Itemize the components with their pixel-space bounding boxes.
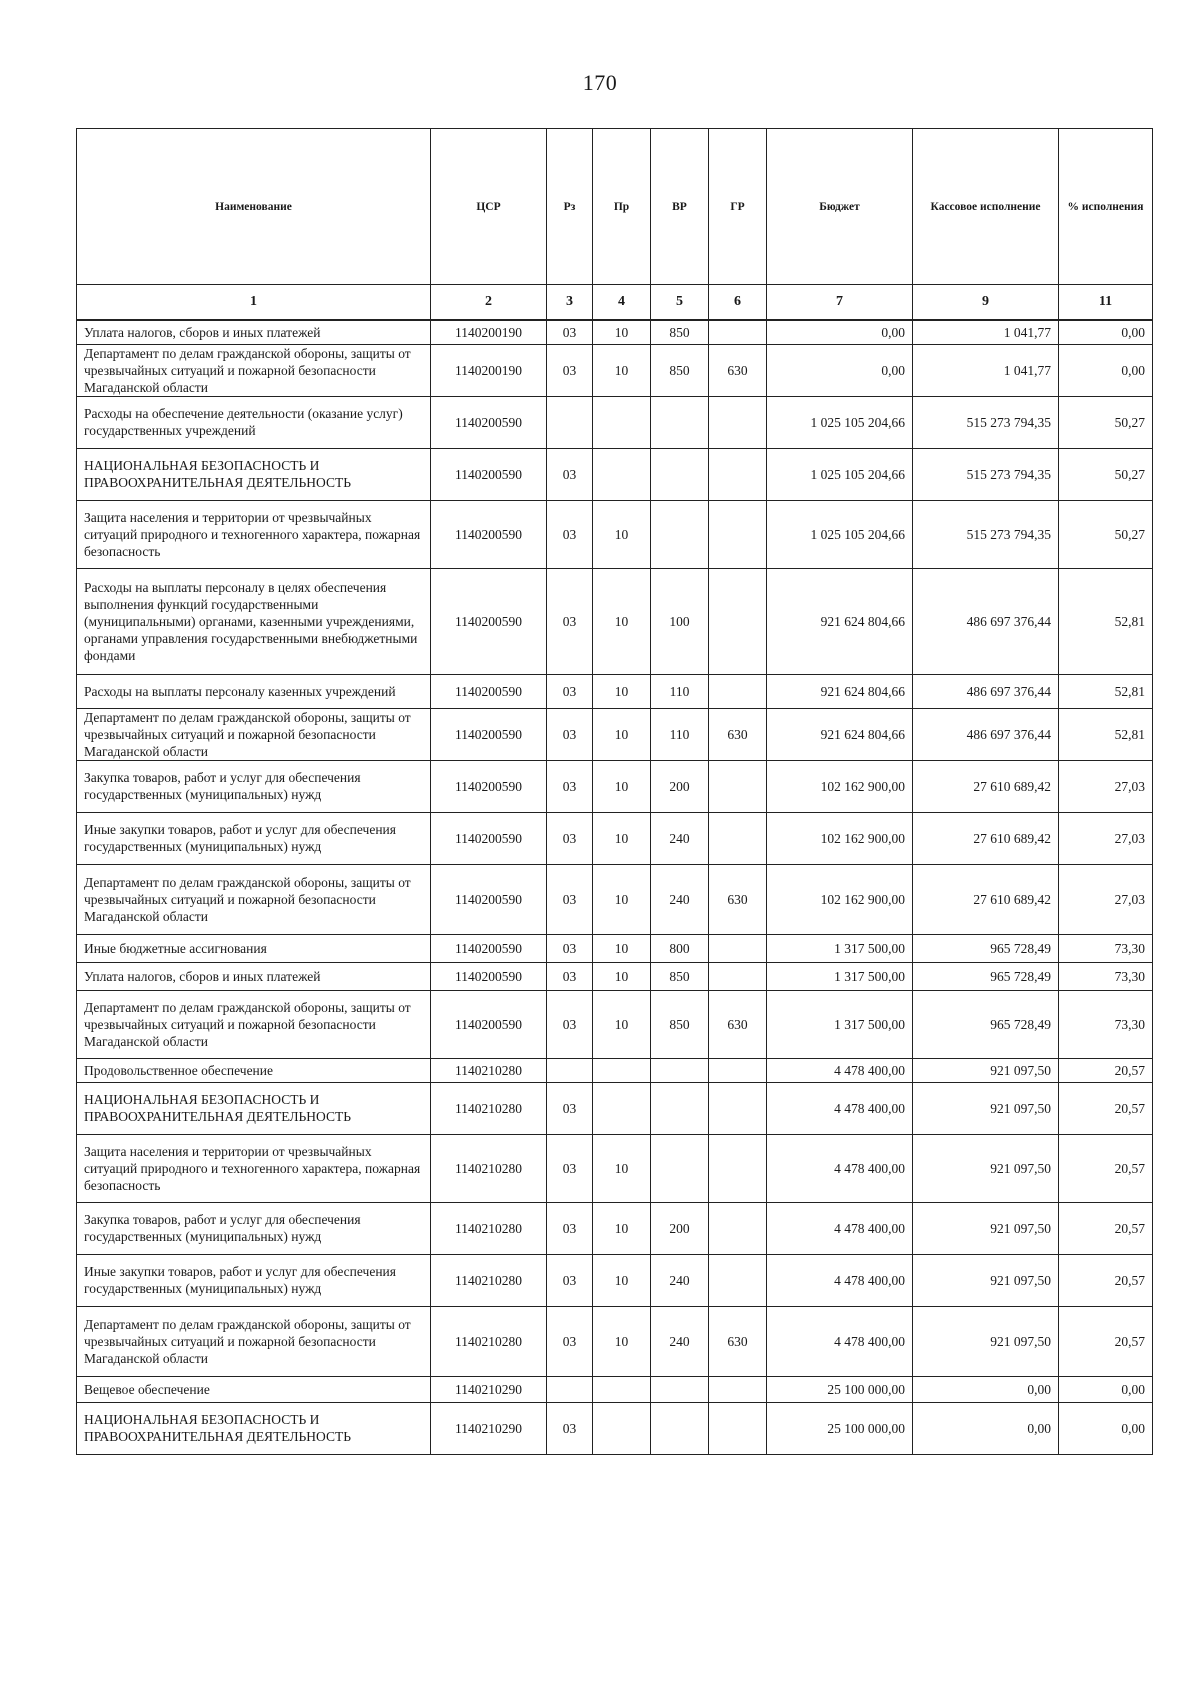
cell-rz: 03 — [547, 864, 593, 934]
cell-budget: 4 478 400,00 — [767, 1202, 913, 1254]
cell-vr — [651, 1134, 709, 1202]
cell-cash-execution: 921 097,50 — [913, 1082, 1059, 1134]
cell-name: Защита населения и территории от чрезвычайных ситуаций природного и техногенного характера, пожарная безопасность — [77, 1134, 431, 1202]
cell-csr: 1140200590 — [431, 396, 547, 448]
cell-rz: 03 — [547, 344, 593, 396]
column-number: 1 — [77, 285, 431, 321]
cell-name: Уплата налогов, сборов и иных платежей — [77, 320, 431, 344]
header-csr: ЦСР — [431, 129, 547, 285]
cell-vr: 240 — [651, 864, 709, 934]
cell-gr — [709, 1058, 767, 1082]
cell-name: Закупка товаров, работ и услуг для обеспечения государственных (муниципальных) нужд — [77, 760, 431, 812]
cell-cash-execution: 965 728,49 — [913, 962, 1059, 990]
cell-budget: 1 317 500,00 — [767, 962, 913, 990]
cell-rz: 03 — [547, 568, 593, 674]
column-number: 11 — [1059, 285, 1153, 321]
table-row — [77, 934, 1153, 962]
cell-vr: 200 — [651, 1202, 709, 1254]
cell-name: Иные закупки товаров, работ и услуг для обеспечения государственных (муниципальных) нужд — [77, 812, 431, 864]
cell-vr: 240 — [651, 1306, 709, 1376]
cell-budget: 0,00 — [767, 320, 913, 344]
cell-vr — [651, 1376, 709, 1402]
cell-vr — [651, 396, 709, 448]
cell-name: Закупка товаров, работ и услуг для обеспечения государственных (муниципальных) нужд — [77, 1202, 431, 1254]
cell-budget: 921 624 804,66 — [767, 674, 913, 708]
cell-pr: 10 — [593, 1134, 651, 1202]
cell-gr — [709, 760, 767, 812]
table-row — [77, 1254, 1153, 1306]
cell-rz: 03 — [547, 1082, 593, 1134]
table-row — [77, 320, 1153, 344]
cell-percent: 52,81 — [1059, 708, 1153, 760]
cell-vr — [651, 1058, 709, 1082]
cell-csr: 1140200190 — [431, 320, 547, 344]
cell-csr: 1140210290 — [431, 1402, 547, 1454]
cell-percent: 73,30 — [1059, 934, 1153, 962]
cell-budget: 921 624 804,66 — [767, 708, 913, 760]
cell-rz: 03 — [547, 990, 593, 1058]
cell-rz: 03 — [547, 962, 593, 990]
cell-gr — [709, 320, 767, 344]
cell-vr: 100 — [651, 568, 709, 674]
cell-vr: 850 — [651, 344, 709, 396]
cell-budget: 921 624 804,66 — [767, 568, 913, 674]
cell-csr: 1140200590 — [431, 760, 547, 812]
cell-pr — [593, 448, 651, 500]
cell-percent: 50,27 — [1059, 448, 1153, 500]
cell-gr: 630 — [709, 990, 767, 1058]
cell-gr — [709, 1134, 767, 1202]
cell-pr — [593, 1058, 651, 1082]
cell-cash-execution: 921 097,50 — [913, 1134, 1059, 1202]
cell-percent: 20,57 — [1059, 1254, 1153, 1306]
cell-name: Департамент по делам гражданской обороны, защиты от чрезвычайных ситуаций и пожарной безопасности Магаданской области — [77, 708, 431, 760]
cell-budget: 25 100 000,00 — [767, 1376, 913, 1402]
column-number: 4 — [593, 285, 651, 321]
cell-percent: 27,03 — [1059, 760, 1153, 812]
cell-cash-execution: 486 697 376,44 — [913, 674, 1059, 708]
table-row — [77, 708, 1153, 760]
cell-csr: 1140210280 — [431, 1202, 547, 1254]
cell-gr: 630 — [709, 344, 767, 396]
cell-percent: 0,00 — [1059, 1402, 1153, 1454]
table-row — [77, 674, 1153, 708]
cell-budget: 0,00 — [767, 344, 913, 396]
cell-csr: 1140210280 — [431, 1254, 547, 1306]
cell-budget: 102 162 900,00 — [767, 864, 913, 934]
cell-rz: 03 — [547, 448, 593, 500]
cell-name: НАЦИОНАЛЬНАЯ БЕЗОПАСНОСТЬ И ПРАВООХРАНИТЕЛЬНАЯ ДЕЯТЕЛЬНОСТЬ — [77, 1082, 431, 1134]
cell-vr: 850 — [651, 320, 709, 344]
table-row — [77, 1402, 1153, 1454]
cell-budget: 102 162 900,00 — [767, 812, 913, 864]
cell-gr — [709, 568, 767, 674]
cell-rz: 03 — [547, 674, 593, 708]
header-percent-execution: % исполнения — [1059, 129, 1153, 285]
cell-gr — [709, 1202, 767, 1254]
table-row — [77, 1202, 1153, 1254]
cell-percent: 52,81 — [1059, 674, 1153, 708]
cell-rz: 03 — [547, 934, 593, 962]
cell-pr: 10 — [593, 962, 651, 990]
table-row — [77, 1082, 1153, 1134]
header-cash-execution: Кассовое исполнение — [913, 129, 1059, 285]
cell-rz: 03 — [547, 760, 593, 812]
cell-budget: 1 317 500,00 — [767, 934, 913, 962]
cell-pr — [593, 1376, 651, 1402]
table-row — [77, 448, 1153, 500]
cell-csr: 1140200590 — [431, 500, 547, 568]
cell-rz: 03 — [547, 812, 593, 864]
cell-pr: 10 — [593, 934, 651, 962]
cell-name: Иные бюджетные ассигнования — [77, 934, 431, 962]
table-row — [77, 812, 1153, 864]
cell-percent: 20,57 — [1059, 1306, 1153, 1376]
cell-gr — [709, 934, 767, 962]
cell-name: Расходы на выплаты персоналу казенных учреждений — [77, 674, 431, 708]
cell-cash-execution: 965 728,49 — [913, 990, 1059, 1058]
cell-name: Защита населения и территории от чрезвычайных ситуаций природного и техногенного характера, пожарная безопасность — [77, 500, 431, 568]
cell-budget: 1 025 105 204,66 — [767, 500, 913, 568]
cell-pr — [593, 1402, 651, 1454]
cell-pr: 10 — [593, 674, 651, 708]
cell-csr: 1140210280 — [431, 1082, 547, 1134]
cell-pr: 10 — [593, 990, 651, 1058]
cell-csr: 1140210290 — [431, 1376, 547, 1402]
cell-cash-execution: 0,00 — [913, 1402, 1059, 1454]
cell-cash-execution: 515 273 794,35 — [913, 500, 1059, 568]
cell-percent: 50,27 — [1059, 500, 1153, 568]
cell-percent: 0,00 — [1059, 320, 1153, 344]
table-row — [77, 1134, 1153, 1202]
cell-vr: 240 — [651, 812, 709, 864]
cell-name: Уплата налогов, сборов и иных платежей — [77, 962, 431, 990]
cell-budget: 4 478 400,00 — [767, 1306, 913, 1376]
cell-cash-execution: 515 273 794,35 — [913, 396, 1059, 448]
cell-gr — [709, 674, 767, 708]
cell-pr — [593, 1082, 651, 1134]
header-budget: Бюджет — [767, 129, 913, 285]
cell-percent: 0,00 — [1059, 1376, 1153, 1402]
cell-csr: 1140200190 — [431, 344, 547, 396]
cell-cash-execution: 27 610 689,42 — [913, 864, 1059, 934]
header-row — [77, 129, 1153, 285]
cell-cash-execution: 27 610 689,42 — [913, 760, 1059, 812]
cell-name: Расходы на выплаты персоналу в целях обеспечения выполнения функций государственными (муниципальными) органами, казенными учреждениями, органами управления государственными внебюджетными фондами — [77, 568, 431, 674]
cell-rz: 03 — [547, 500, 593, 568]
cell-percent: 73,30 — [1059, 990, 1153, 1058]
cell-csr: 1140200590 — [431, 708, 547, 760]
cell-name: Департамент по делам гражданской обороны, защиты от чрезвычайных ситуаций и пожарной безопасности Магаданской области — [77, 990, 431, 1058]
table-row — [77, 344, 1153, 396]
cell-csr: 1140200590 — [431, 568, 547, 674]
header-name: Наименование — [77, 129, 431, 285]
cell-rz — [547, 396, 593, 448]
cell-rz — [547, 1058, 593, 1082]
cell-pr: 10 — [593, 568, 651, 674]
cell-percent: 20,57 — [1059, 1134, 1153, 1202]
cell-csr: 1140200590 — [431, 864, 547, 934]
cell-pr: 10 — [593, 500, 651, 568]
cell-pr: 10 — [593, 1306, 651, 1376]
cell-vr: 240 — [651, 1254, 709, 1306]
cell-percent: 27,03 — [1059, 812, 1153, 864]
cell-gr: 630 — [709, 1306, 767, 1376]
cell-budget: 4 478 400,00 — [767, 1082, 913, 1134]
cell-percent: 0,00 — [1059, 344, 1153, 396]
cell-cash-execution: 486 697 376,44 — [913, 568, 1059, 674]
cell-name: НАЦИОНАЛЬНАЯ БЕЗОПАСНОСТЬ И ПРАВООХРАНИТЕЛЬНАЯ ДЕЯТЕЛЬНОСТЬ — [77, 1402, 431, 1454]
cell-csr: 1140210280 — [431, 1058, 547, 1082]
cell-budget: 102 162 900,00 — [767, 760, 913, 812]
cell-percent: 73,30 — [1059, 962, 1153, 990]
cell-pr: 10 — [593, 864, 651, 934]
cell-rz: 03 — [547, 708, 593, 760]
cell-vr: 850 — [651, 962, 709, 990]
cell-rz: 03 — [547, 320, 593, 344]
cell-budget: 1 025 105 204,66 — [767, 396, 913, 448]
column-number: 3 — [547, 285, 593, 321]
cell-vr: 110 — [651, 674, 709, 708]
cell-vr — [651, 1082, 709, 1134]
cell-csr: 1140200590 — [431, 990, 547, 1058]
cell-pr — [593, 396, 651, 448]
cell-csr: 1140200590 — [431, 448, 547, 500]
cell-percent: 20,57 — [1059, 1202, 1153, 1254]
cell-percent: 27,03 — [1059, 864, 1153, 934]
header-pr: Пр — [593, 129, 651, 285]
cell-csr: 1140200590 — [431, 934, 547, 962]
cell-pr: 10 — [593, 708, 651, 760]
cell-cash-execution: 27 610 689,42 — [913, 812, 1059, 864]
cell-pr: 10 — [593, 344, 651, 396]
cell-rz: 03 — [547, 1402, 593, 1454]
cell-gr — [709, 500, 767, 568]
header-gr: ГР — [709, 129, 767, 285]
cell-budget: 4 478 400,00 — [767, 1254, 913, 1306]
cell-gr: 630 — [709, 864, 767, 934]
cell-rz: 03 — [547, 1134, 593, 1202]
table-row — [77, 962, 1153, 990]
cell-name: Расходы на обеспечение деятельности (оказание услуг) государственных учреждений — [77, 396, 431, 448]
cell-cash-execution: 486 697 376,44 — [913, 708, 1059, 760]
table-row — [77, 1376, 1153, 1402]
cell-gr — [709, 1254, 767, 1306]
table-row — [77, 864, 1153, 934]
cell-budget: 4 478 400,00 — [767, 1058, 913, 1082]
budget-execution-table — [76, 128, 1153, 1455]
cell-name: Департамент по делам гражданской обороны, защиты от чрезвычайных ситуаций и пожарной безопасности Магаданской области — [77, 864, 431, 934]
cell-vr — [651, 1402, 709, 1454]
cell-gr — [709, 812, 767, 864]
cell-gr — [709, 396, 767, 448]
cell-cash-execution: 921 097,50 — [913, 1254, 1059, 1306]
cell-gr — [709, 1402, 767, 1454]
cell-name: Департамент по делам гражданской обороны, защиты от чрезвычайных ситуаций и пожарной безопасности Магаданской области — [77, 344, 431, 396]
cell-gr — [709, 962, 767, 990]
cell-budget: 1 317 500,00 — [767, 990, 913, 1058]
cell-csr: 1140200590 — [431, 812, 547, 864]
cell-percent: 20,57 — [1059, 1058, 1153, 1082]
cell-name: НАЦИОНАЛЬНАЯ БЕЗОПАСНОСТЬ И ПРАВООХРАНИТЕЛЬНАЯ ДЕЯТЕЛЬНОСТЬ — [77, 448, 431, 500]
cell-rz — [547, 1376, 593, 1402]
cell-budget: 1 025 105 204,66 — [767, 448, 913, 500]
cell-rz: 03 — [547, 1306, 593, 1376]
table-row — [77, 500, 1153, 568]
column-number: 2 — [431, 285, 547, 321]
cell-pr: 10 — [593, 320, 651, 344]
cell-vr — [651, 500, 709, 568]
cell-name: Продовольственное обеспечение — [77, 1058, 431, 1082]
page-number: 170 — [582, 70, 618, 95]
table-row — [77, 396, 1153, 448]
cell-cash-execution: 515 273 794,35 — [913, 448, 1059, 500]
table-row — [77, 990, 1153, 1058]
cell-rz: 03 — [547, 1254, 593, 1306]
cell-percent: 52,81 — [1059, 568, 1153, 674]
cell-vr: 110 — [651, 708, 709, 760]
cell-percent: 20,57 — [1059, 1082, 1153, 1134]
table-row — [77, 760, 1153, 812]
header-vr: ВР — [651, 129, 709, 285]
cell-budget: 4 478 400,00 — [767, 1134, 913, 1202]
cell-percent: 50,27 — [1059, 396, 1153, 448]
cell-name: Вещевое обеспечение — [77, 1376, 431, 1402]
cell-cash-execution: 921 097,50 — [913, 1202, 1059, 1254]
column-number-row — [77, 285, 1153, 321]
cell-cash-execution: 965 728,49 — [913, 934, 1059, 962]
cell-pr: 10 — [593, 760, 651, 812]
cell-name: Иные закупки товаров, работ и услуг для обеспечения государственных (муниципальных) нужд — [77, 1254, 431, 1306]
table-body — [77, 320, 1153, 1454]
cell-cash-execution: 1 041,77 — [913, 344, 1059, 396]
table-row — [77, 568, 1153, 674]
cell-budget: 25 100 000,00 — [767, 1402, 913, 1454]
cell-csr: 1140200590 — [431, 962, 547, 990]
cell-pr: 10 — [593, 812, 651, 864]
cell-gr — [709, 448, 767, 500]
cell-vr — [651, 448, 709, 500]
cell-csr: 1140210280 — [431, 1306, 547, 1376]
cell-gr: 630 — [709, 708, 767, 760]
column-number: 6 — [709, 285, 767, 321]
cell-rz: 03 — [547, 1202, 593, 1254]
table-row — [77, 1058, 1153, 1082]
column-number: 9 — [913, 285, 1059, 321]
cell-gr — [709, 1376, 767, 1402]
cell-cash-execution: 921 097,50 — [913, 1058, 1059, 1082]
column-number: 5 — [651, 285, 709, 321]
table-row — [77, 1306, 1153, 1376]
cell-cash-execution: 921 097,50 — [913, 1306, 1059, 1376]
cell-csr: 1140210280 — [431, 1134, 547, 1202]
cell-cash-execution: 0,00 — [913, 1376, 1059, 1402]
cell-pr: 10 — [593, 1202, 651, 1254]
column-number: 7 — [767, 285, 913, 321]
cell-vr: 200 — [651, 760, 709, 812]
cell-vr: 850 — [651, 990, 709, 1058]
header-rz: Рз — [547, 129, 593, 285]
cell-csr: 1140200590 — [431, 674, 547, 708]
cell-cash-execution: 1 041,77 — [913, 320, 1059, 344]
cell-gr — [709, 1082, 767, 1134]
cell-vr: 800 — [651, 934, 709, 962]
cell-name: Департамент по делам гражданской обороны, защиты от чрезвычайных ситуаций и пожарной безопасности Магаданской области — [77, 1306, 431, 1376]
cell-pr: 10 — [593, 1254, 651, 1306]
